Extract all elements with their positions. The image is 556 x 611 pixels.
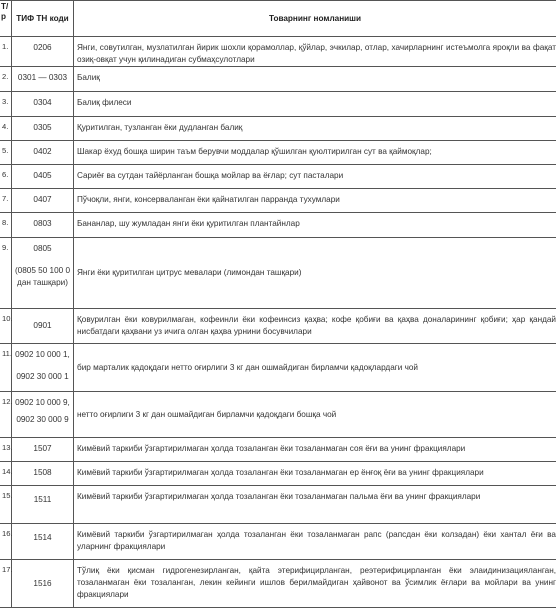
row-name: Бананлар, шу жумладан янги ёки қуритилган плантайнлар bbox=[74, 213, 556, 238]
table-row bbox=[0, 462, 556, 486]
row-name: Шакар ёхуд бошқа ширин таъм берувчи моддалар қўшилган қуюлтирилган сут ва қаймоқлар; bbox=[74, 141, 556, 165]
table-row bbox=[0, 213, 556, 238]
row-num: 11. bbox=[0, 344, 12, 392]
row-code: 1516 bbox=[12, 560, 74, 608]
row-num: 4. bbox=[0, 117, 12, 141]
row-num: 8. bbox=[0, 213, 12, 238]
table-row bbox=[0, 117, 556, 141]
row-name: Балиқ филеси bbox=[74, 92, 556, 117]
row-name: бир марталик қадоқдаги нетто оғирлиги 3 кг дан ошмайдиган бирламчи қадоқлардаги чой bbox=[74, 344, 556, 392]
row-name: нетто оғирлиги 3 кг дан ошмайдиган бирламчи қадоқдаги бошқа чой bbox=[74, 392, 556, 438]
row-code-main: 0902 10 000 9, bbox=[15, 398, 70, 407]
table-row bbox=[0, 37, 556, 67]
row-name: Сариёғ ва сутдан тайёрланган бошқа мойлар ва ёғлар; сут пасталари bbox=[74, 165, 556, 189]
row-code: 1508 bbox=[12, 462, 74, 486]
row-name: Янги, совутилган, музлатилган йирик шохли қорамоллар, қўйлар, эчкилар, отлар, хачирларнинг истеъмолга яроқли ва фақат озиқ-овқат учун қилинадиган субмаҳсулотлари bbox=[74, 37, 556, 67]
table-row bbox=[0, 560, 556, 608]
row-code: 1507 bbox=[12, 438, 74, 462]
row-num: 16. bbox=[0, 524, 12, 560]
table-row bbox=[0, 309, 556, 344]
row-name: Кимёвий таркиби ўзгартирилмаган ҳолда тозаланган ёки тозаланмаган пальма ёғи ва унинг фракциялари bbox=[74, 486, 556, 524]
row-code: 0301 — 0303 bbox=[12, 67, 74, 92]
row-code-main: 0805 bbox=[33, 244, 52, 253]
table-row bbox=[0, 486, 556, 524]
row-num: 14. bbox=[0, 462, 12, 486]
row-name: Қуритилган, тузланган ёки дудланган балиқ bbox=[74, 117, 556, 141]
row-num: 12. bbox=[0, 392, 12, 438]
row-code-note: (0805 50 100 0 дан ташқари) bbox=[14, 266, 71, 287]
header-name: Товарнинг номланиши bbox=[74, 1, 556, 37]
row-code: 1511 bbox=[12, 486, 74, 524]
row-code-second: 0902 30 000 9 bbox=[16, 415, 69, 424]
row-name: Янги ёки қуритилган цитрус мевалари (лимондан ташқари) bbox=[74, 238, 556, 309]
table-row bbox=[0, 438, 556, 462]
header-code: ТИФ ТН коди bbox=[12, 1, 74, 37]
row-code: 0803 bbox=[12, 213, 74, 238]
table-row bbox=[0, 238, 556, 309]
table-row bbox=[0, 141, 556, 165]
row-code: 0407 bbox=[12, 189, 74, 213]
table-row bbox=[0, 524, 556, 560]
row-num: 10. bbox=[0, 309, 12, 344]
row-code: 0305 bbox=[12, 117, 74, 141]
row-num: 17. bbox=[0, 560, 12, 608]
row-num: 2. bbox=[0, 67, 12, 92]
row-code: 0405 bbox=[12, 165, 74, 189]
row-code: 0206 bbox=[12, 37, 74, 67]
row-code-second: 0902 30 000 1 bbox=[16, 372, 69, 381]
table-row bbox=[0, 189, 556, 213]
row-code-main: 0902 10 000 1, bbox=[15, 350, 70, 359]
row-num: 13. bbox=[0, 438, 12, 462]
table-row bbox=[0, 165, 556, 189]
table-row bbox=[0, 392, 556, 438]
row-name: Балиқ bbox=[74, 67, 556, 92]
row-code: 0304 bbox=[12, 92, 74, 117]
row-name: Тўлиқ ёки қисман гидрогенезирланган, қайта этерифицирланган, реэтерифицирланган ёки элаидинизацияланган, тозаланмаган ёки тозаланган, лекин кейинги ишлов берилмайдиган ҳайвонот ва ўсимлик ёғлари ва мойлари ва унинг фракциялари bbox=[74, 560, 556, 608]
row-code bbox=[12, 344, 74, 392]
row-code bbox=[12, 238, 74, 309]
table-header-row bbox=[0, 1, 556, 37]
row-num: 6. bbox=[0, 165, 12, 189]
row-name: Қовурилган ёки ковурилмаган, кофеинли ёки кофеинсиз қаҳва; кофе қобиғи ва қаҳва доналарининг қобиғи; ҳар қандай нисбатдаги қаҳвани уз ичига олган қаҳва урнини босувчилари bbox=[74, 309, 556, 344]
row-name: Кимёвий таркиби ўзгартирилмаган ҳолда тозаланган ёки тозаланмаган соя ёғи ва унинг фракциялари bbox=[74, 438, 556, 462]
row-name: Пўчоқли, янги, консерваланган ёки қайнатилган парранда тухумлари bbox=[74, 189, 556, 213]
row-num: 1. bbox=[0, 37, 12, 67]
row-name: Кимёвий таркиби ўзгартирилмаган ҳолда тозаланган ёки тозаланмаган рапс (рапсдан ёки колзадан) ёки хантал ёғи ва уларнинг фракциялари bbox=[74, 524, 556, 560]
table-row bbox=[0, 92, 556, 117]
row-num: 3. bbox=[0, 92, 12, 117]
row-code bbox=[12, 309, 74, 344]
row-num: 15. bbox=[0, 486, 12, 524]
row-code: 0402 bbox=[12, 141, 74, 165]
row-code: 1514 bbox=[12, 524, 74, 560]
table-row bbox=[0, 344, 556, 392]
header-num: Т/р bbox=[0, 1, 12, 37]
row-num: 5. bbox=[0, 141, 12, 165]
row-code-main: 0901 bbox=[33, 321, 52, 330]
row-num: 7. bbox=[0, 189, 12, 213]
table-row bbox=[0, 67, 556, 92]
row-num: 9. bbox=[0, 238, 12, 309]
row-name: Кимёвий таркиби ўзгартирилмаган ҳолда тозаланган ёки тозаланмаган ер ёнғоқ ёғи ва унинг фракциялари bbox=[74, 462, 556, 486]
row-code bbox=[12, 392, 74, 438]
